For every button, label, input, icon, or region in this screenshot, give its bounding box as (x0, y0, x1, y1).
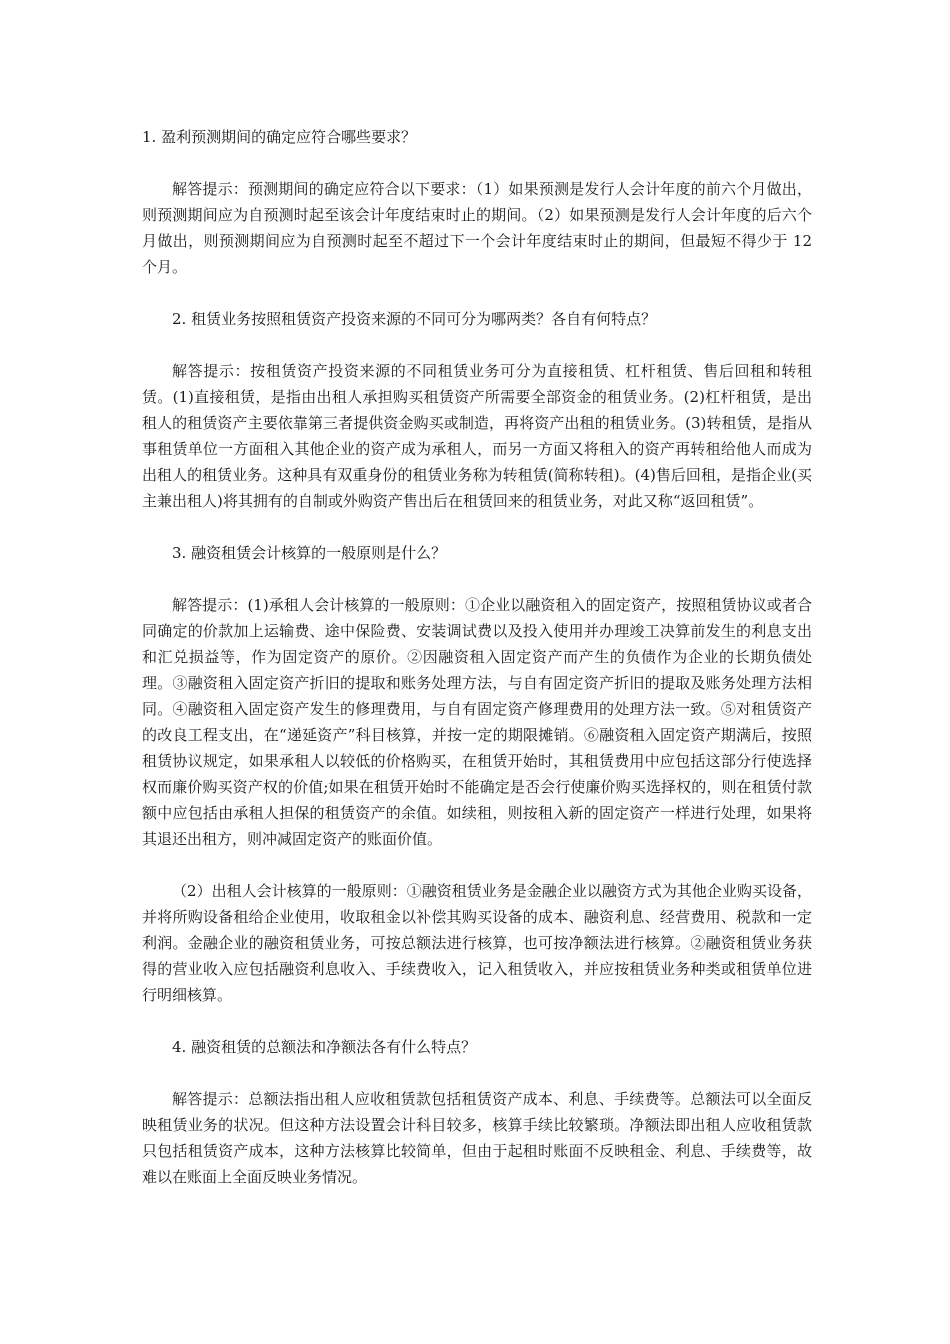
question-3: 3. 融资租赁会计核算的一般原则是什么？ (172, 544, 447, 562)
question-4: 4. 融资租赁的总额法和净额法各有什么特点？ (172, 1038, 477, 1056)
document-body (142, 124, 812, 1216)
question-2: 2. 租赁业务按照租赁资产投资来源的不同可分为哪两类？各自有何特点？ (172, 310, 657, 328)
answer-1: 解答提示：预测期间的确定应符合以下要求：（1）如果预测是发行人会计年度的前六个月做出，则预测期间应为自预测时起至该会计年度结束时止的期间。（2）如果预测是发行人会计年度的后六个月做出，则预测期间应为自预测时起至不超过下一个会计年度结束时止的期间，但最短不得少于 12 个月。 (142, 180, 812, 276)
answer-3-part-2: （2）出租人会计核算的一般原则：①融资租赁业务是金融企业以融资方式为其他企业购买设备，并将所购设备租给企业使用，收取租金以补偿其购买设备的成本、融资利息、经营费用、税款和一定利润。金融企业的融资租赁业务，可按总额法进行核算，也可按净额法进行核算。②融资租赁业务获得的营业收入应包括融资利息收入、手续费收入，记入租赁收入，并应按租赁业务种类或租赁单位进行明细核算。 (142, 882, 812, 1004)
question-1: 1. 盈利预测期间的确定应符合哪些要求？ (142, 128, 417, 146)
answer-2: 解答提示：按租赁资产投资来源的不同租赁业务可分为直接租赁、杠杆租赁、售后回租和转租赁。(1)直接租赁，是指由出租人承担购买租赁资产所需要全部资金的租赁业务。(2)杠杆租赁，是出租人的租赁资产主要依靠第三者提供资金购买或制造，再将资产出租的租赁业务。(3)转租赁，是指从事租赁单位一方面租入其他企业的资产成为承租人，而另一方面又将租入的资产再转租给他人而成为出租人的租赁业务。这种具有双重身份的租赁业务称为转租赁(简称转租)。(4)售后回租，是指企业(买主兼出租人)将其拥有的自制或外购资产售出后在租赁回来的租赁业务，对此又称“返回租赁”。 (142, 362, 812, 510)
answer-4: 解答提示：总额法指出租人应收租赁款包括租赁资产成本、利息、手续费等。总额法可以全面反映租赁业务的状况。但这种方法设置会计科目较多，核算手续比较繁琐。净额法即出租人应收租赁款只包括租赁资产成本，这种方法核算比较简单，但由于起租时账面不反映租金、利息、手续费等，故难以在账面上全面反映业务情况。 (142, 1090, 812, 1186)
answer-3-part-1: 解答提示：(1)承租人会计核算的一般原则：①企业以融资租入的固定资产，按照租赁协议或者合同确定的价款加上运输费、途中保险费、安装调试费以及投入使用并办理竣工决算前发生的利息支出和汇兑损益等，作为固定资产的原价。②因融资租入固定资产而产生的负债作为企业的长期负债处理。③融资租入固定资产折旧的提取和账务处理方法，与自有固定资产折旧的提取及账务处理方法相同。④融资租入固定资产发生的修理费用，与自有固定资产修理费用的处理方法一致。⑤对租赁资产的改良工程支出，在“递延资产”科目核算，并按一定的期限摊销。⑥融资租入固定资产期满后，按照租赁协议规定，如果承租人以较低的价格购买，在租赁开始时，其租赁费用中应包括这部分行使选择权而廉价购买资产权的价值;如果在租赁开始时不能确定是否会行使廉价购买选择权的，则在租赁付款额中应包括由承租人担保的租赁资产的余值。如续租，则按租入新的固定资产一样进行处理，如果将其退还出租方，则冲减固定资产的账面价值。 (142, 596, 812, 848)
